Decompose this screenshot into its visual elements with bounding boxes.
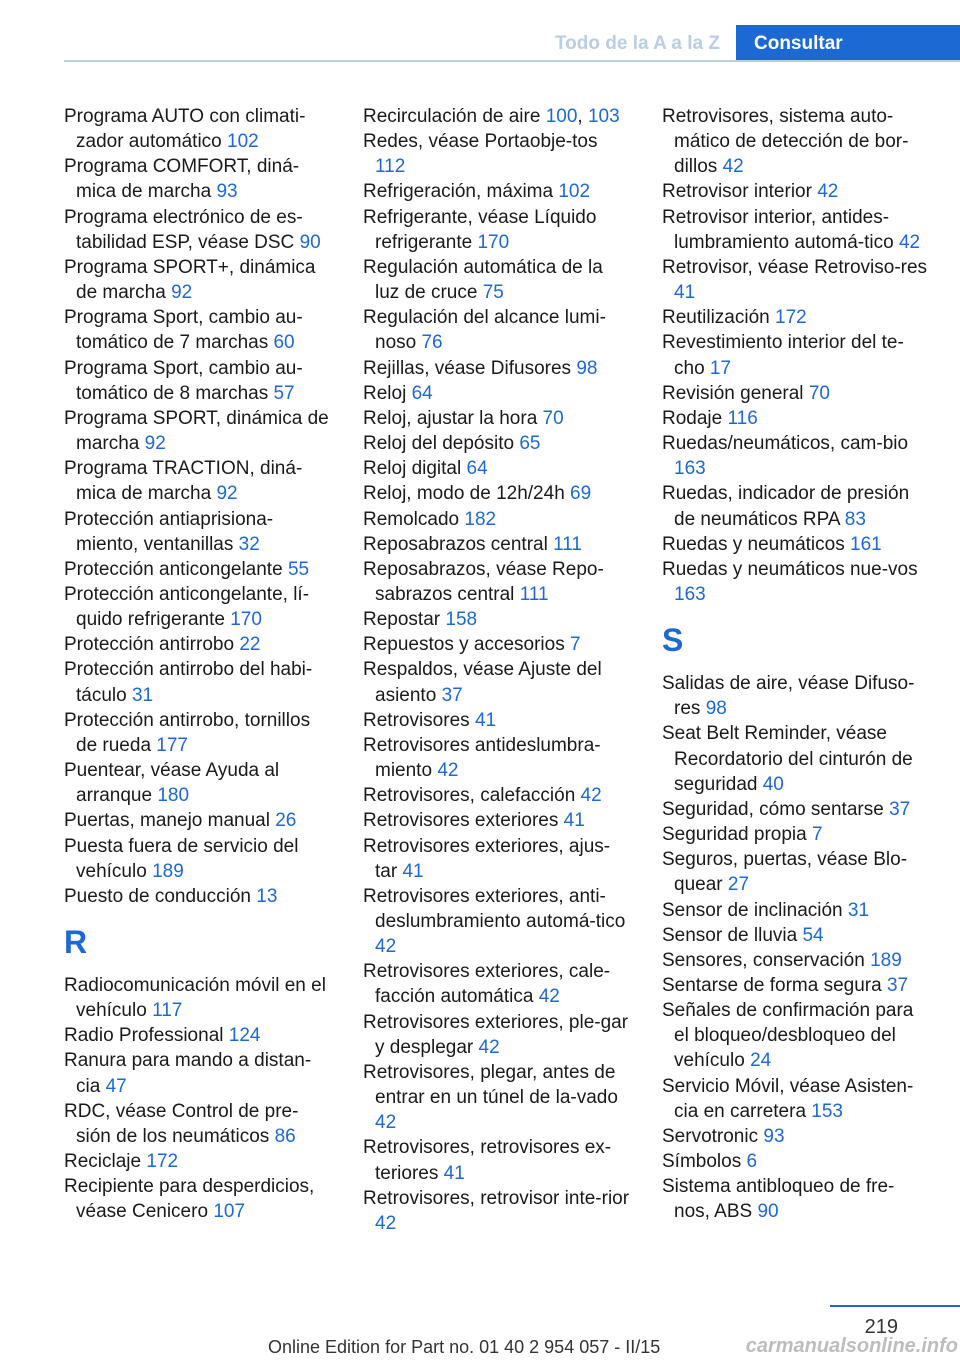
page-link[interactable]: 42: [722, 156, 744, 178]
index-entry: [662, 532, 930, 557]
page-link[interactable]: 70: [542, 407, 564, 429]
page-link[interactable]: 92: [171, 282, 193, 304]
index-entry: [64, 255, 332, 305]
index-term: Retrovisores, calefacción: [363, 785, 576, 807]
page-link[interactable]: 90: [757, 1201, 779, 1223]
index-entry: [363, 431, 631, 456]
index-entry: [363, 959, 631, 1009]
page-link[interactable]: 7: [812, 824, 823, 846]
index-term: Retrovisores exteriores, ajus‐tar: [363, 835, 611, 882]
page-link[interactable]: 93: [763, 1125, 785, 1147]
index-entry: [662, 898, 930, 923]
page-link[interactable]: 107: [213, 1201, 246, 1223]
index-term: Servicio Móvil, véase Asisten‐cia en carretera: [662, 1075, 914, 1122]
index-term: Programa SPORT+, dinámica de marcha: [64, 256, 316, 304]
index-term: Protección antirrobo: [64, 634, 235, 656]
index-column-2: [363, 104, 631, 1236]
index-entry: [363, 632, 631, 657]
page-link[interactable]: 100: [545, 106, 578, 127]
index-term: Ruedas y neumáticos nue‐vos: [662, 558, 918, 580]
index-term: Revisión general: [662, 382, 804, 404]
index-term: Ranura para mando a distan‐cia: [64, 1050, 312, 1097]
index-entry: [662, 1149, 930, 1174]
index-term: Programa Sport, cambio au‐tomático de 8 marchas: [64, 357, 303, 404]
index-entry: [363, 733, 631, 783]
page-link[interactable]: 124: [228, 1025, 261, 1047]
index-entry: [64, 1048, 332, 1098]
index-entry: [662, 330, 930, 380]
page-link[interactable]: 60: [273, 332, 295, 354]
page-link[interactable]: 41: [402, 860, 424, 882]
index-term: Refrigerante, véase Líquido refrigerante: [363, 206, 597, 253]
page-link[interactable]: 158: [445, 609, 478, 631]
index-term: Radiocomunicación móvil en el vehículo: [64, 975, 326, 1022]
page-link[interactable]: 153: [811, 1100, 843, 1122]
index-term: Programa SPORT, dinámica de marcha: [64, 407, 329, 455]
index-entry: [662, 1174, 930, 1224]
index-term: Protección antiaprisiona‐miento, ventanillas: [64, 508, 274, 555]
index-term: Símbolos: [662, 1151, 742, 1173]
index-entry: [64, 582, 332, 632]
page-link[interactable]: 90: [299, 231, 321, 253]
page-link[interactable]: 172: [775, 307, 807, 329]
index-term: Programa electrónico de es‐tabilidad ESP, véase DSC: [64, 206, 303, 253]
page-link[interactable]: 13: [256, 885, 278, 907]
page-link[interactable]: 41: [474, 709, 497, 731]
page-link[interactable]: 76: [421, 332, 443, 354]
index-column-3: [662, 104, 930, 1225]
index-entry: [64, 1149, 332, 1174]
page-link[interactable]: 42: [580, 785, 602, 807]
index-term: Protección anticongelante, lí‐quido refrigerante: [64, 583, 310, 631]
page-link[interactable]: 98: [705, 698, 727, 720]
index-term: Retrovisores, sistema auto‐mático de detección de bor‐dillos: [662, 106, 909, 178]
page-link[interactable]: 42: [437, 760, 459, 782]
index-entry: [662, 406, 930, 431]
index-entry: [363, 607, 631, 632]
index-entry: [64, 1174, 332, 1224]
index-term: Servotronic: [662, 1125, 759, 1147]
index-term: Recipiente para desperdicios, véase Cenicero: [64, 1176, 315, 1223]
index-term: Reposabrazos, véase Repo‐sabrazos central: [363, 558, 604, 605]
index-entry: [64, 104, 332, 154]
index-term: Retrovisores exteriores, cale‐facción automática: [363, 961, 611, 1008]
page-link[interactable]: 163: [674, 583, 706, 605]
page-link[interactable]: 47: [105, 1075, 127, 1097]
index-entry: [363, 884, 631, 959]
index-term: Retrovisores, plegar, antes de entrar en un túnel de la‐vado: [363, 1061, 618, 1109]
index-entry: [363, 481, 631, 506]
index-entry: [662, 822, 930, 847]
page-link[interactable]: 92: [144, 433, 166, 455]
index-term: Retrovisores antideslumbra‐miento: [363, 734, 601, 782]
index-entry: [64, 356, 332, 406]
index-entry: [363, 381, 631, 406]
index-entry: [363, 783, 631, 808]
page-link[interactable]: 86: [274, 1125, 296, 1147]
index-term: Retrovisor interior, antides‐lumbramiento automá‐tico: [662, 206, 894, 253]
index-entry: [363, 129, 631, 179]
index-entry: [662, 104, 930, 179]
index-entry: [363, 406, 631, 431]
index-term: Seat Belt Reminder, véase Recordatorio del cinturón de seguridad: [662, 723, 913, 795]
index-term: Reloj digital: [363, 458, 462, 480]
index-term: Remolcado: [363, 508, 460, 530]
index-term: Sensor de inclinación: [662, 899, 843, 921]
index-entry: [662, 1124, 930, 1149]
index-entry: [64, 884, 332, 909]
index-entry: [64, 708, 332, 758]
page-link[interactable]: 32: [238, 533, 260, 555]
index-column-1: [64, 104, 332, 1225]
index-entry: [662, 381, 930, 406]
index-entry: [363, 1060, 631, 1135]
tab-consultar[interactable]: Consultar: [736, 25, 960, 62]
page-link[interactable]: 75: [482, 282, 504, 304]
index-term: Señales de confirmación para el bloqueo/desbloqueo del vehículo: [662, 1000, 914, 1072]
index-term: Seguridad, cómo sentarse: [662, 798, 884, 820]
index-entry: [363, 834, 631, 884]
index-term: Retrovisores: [363, 709, 470, 731]
page-header: [0, 0, 960, 62]
index-entry: [64, 632, 332, 657]
index-entry: [363, 1186, 631, 1236]
index-entry: [64, 406, 332, 456]
page-link[interactable]: 111: [553, 533, 582, 555]
index-term: Radio Professional: [64, 1025, 224, 1047]
page-link[interactable]: 64: [466, 458, 488, 480]
index-term: Retrovisor interior: [662, 181, 812, 203]
page-link[interactable]: 102: [558, 181, 591, 203]
page-link[interactable]: 182: [464, 508, 497, 530]
index-term: Puesta fuera de servicio del vehículo: [64, 835, 299, 882]
page-link[interactable]: 57: [273, 382, 295, 404]
index-entry: [64, 456, 332, 506]
index-entry: [64, 305, 332, 355]
index-entry: [363, 708, 631, 733]
index-term: Retrovisores exteriores: [363, 810, 559, 832]
index-entry: [64, 1099, 332, 1149]
index-entry: [662, 179, 930, 204]
page-link[interactable]: 112: [375, 156, 406, 178]
index-term: Sistema antibloqueo de fre‐nos, ABS: [662, 1176, 895, 1223]
page-link[interactable]: 42: [478, 1036, 500, 1058]
page-link[interactable]: 31: [131, 684, 154, 706]
index-entry: [662, 481, 930, 531]
index-term: Puentear, véase Ayuda al arranque: [64, 760, 280, 807]
index-entry: [662, 1074, 930, 1124]
index-term: Refrigeración, máxima: [363, 181, 554, 203]
index-entry: [64, 808, 332, 833]
index-term: Programa COMFORT, diná‐mica de marcha: [64, 156, 300, 203]
index-term: Protección antirrobo del habi‐táculo: [64, 659, 313, 706]
index-term: Retrovisores exteriores, ple‐gar y desplegar: [363, 1011, 629, 1058]
page-link[interactable]: 24: [750, 1050, 772, 1072]
index-term: Sentarse de forma segura: [662, 975, 882, 996]
index-entry: [662, 305, 930, 330]
index-entry: [64, 657, 332, 707]
index-term: Ruedas y neumáticos: [662, 533, 845, 555]
index-entry: [363, 456, 631, 481]
header-divider: [64, 60, 960, 62]
index-term: Reloj: [363, 382, 407, 404]
index-term: Retrovisores exteriores, anti‐deslumbramiento automá‐tico: [363, 885, 626, 932]
page-link[interactable]: 41: [674, 282, 696, 304]
index-entry: [662, 998, 930, 1073]
index-term: Protección antirrobo, tornillos de rueda: [64, 709, 311, 756]
page-link[interactable]: 189: [152, 860, 184, 882]
index-entry: [662, 973, 930, 998]
index-term: Regulación automática de la luz de cruce: [363, 256, 603, 304]
index-term: Regulación del alcance lumi‐noso: [363, 307, 606, 354]
page-link[interactable]: 55: [287, 558, 310, 580]
index-term: Reciclaje: [64, 1151, 142, 1173]
index-entry: [662, 721, 930, 796]
index-entry: [64, 758, 332, 808]
index-term: Reloj del depósito: [363, 433, 515, 455]
index-term: Ruedas, indicador de presión de neumáticos RPA: [662, 483, 910, 530]
index-term: Revestimiento interior del te‐cho: [662, 332, 904, 379]
page-link[interactable]: 92: [216, 483, 238, 505]
page-link[interactable]: 98: [576, 357, 598, 379]
page-link[interactable]: 170: [230, 609, 262, 631]
index-entry: [64, 154, 332, 204]
watermark: carmanualsonline.info: [745, 1335, 958, 1357]
page-link[interactable]: 7: [570, 634, 581, 656]
page-link[interactable]: 37: [441, 684, 463, 706]
index-term: Rodaje: [662, 407, 723, 429]
page-link[interactable]: 177: [156, 734, 188, 756]
index-term: RDC, véase Control de pre‐sión de los neumáticos: [64, 1100, 299, 1147]
index-term: Sensores, conservación: [662, 949, 865, 971]
index-entry: [363, 179, 631, 204]
page-link[interactable]: 161: [850, 533, 882, 555]
page-number: 219: [864, 1316, 898, 1338]
page-link[interactable]: 37: [889, 798, 911, 820]
page-link[interactable]: 42: [375, 936, 397, 958]
index-entry: [363, 808, 631, 833]
index-entry: [363, 557, 631, 607]
index-entry: [363, 255, 631, 305]
index-entry: [64, 557, 332, 582]
page-link[interactable]: 102: [227, 131, 259, 153]
index-term: Reposabrazos central: [363, 533, 548, 555]
index-term: Seguridad propia: [662, 824, 807, 846]
breadcrumb[interactable]: Todo de la A a la Z: [554, 33, 720, 54]
page-link[interactable]: 93: [216, 181, 238, 203]
index-term: Programa Sport, cambio au‐tomático de 7 marchas: [64, 307, 303, 354]
index-term: Retrovisores, retrovisor inte‐rior: [363, 1187, 630, 1209]
page-link[interactable]: 42: [898, 231, 921, 253]
page-link[interactable]: 170: [477, 231, 510, 253]
index-entry: [363, 305, 631, 355]
page-link[interactable]: 37: [886, 975, 909, 996]
index-term: Reutilización: [662, 307, 770, 329]
index-term: Ruedas/neumáticos, cam‐bio: [662, 433, 909, 455]
page-link[interactable]: 116: [727, 407, 758, 429]
index-term: Puesto de conducción: [64, 885, 251, 907]
page-link[interactable]: 42: [375, 1112, 397, 1134]
index-term: Redes, véase Portaobje‐tos: [363, 131, 598, 153]
edition-note: Online Edition for Part no. 01 40 2 954 057 - II/15: [268, 1337, 661, 1357]
page-link[interactable]: 172: [146, 1151, 179, 1173]
index-term: Reloj, ajustar la hora: [363, 407, 538, 429]
page-link[interactable]: 17: [709, 357, 732, 379]
page-link[interactable]: 180: [157, 785, 190, 807]
index-entry: [662, 431, 930, 481]
page-link[interactable]: 42: [817, 181, 839, 203]
index-entry: [662, 847, 930, 897]
page-link[interactable]: 163: [674, 458, 706, 480]
index-term: Programa TRACTION, diná‐mica de marcha: [64, 458, 303, 505]
page-link[interactable]: 65: [519, 433, 541, 455]
index-entry: [64, 507, 332, 557]
index-entry: [662, 948, 930, 973]
page-link[interactable]: 103: [587, 106, 620, 127]
index-term: Salidas de aire, véase Difuso‐res: [662, 673, 915, 720]
page-link[interactable]: 117: [152, 1000, 183, 1022]
index-term: Respaldos, véase Ajuste del asiento: [363, 659, 602, 706]
section-letter: R: [64, 924, 88, 960]
index-entry: [662, 923, 930, 948]
index-entry: [64, 205, 332, 255]
index-entry: [363, 532, 631, 557]
index-entry: Recirculación de aire 100, 103: [363, 106, 620, 127]
index-entry: [64, 834, 332, 884]
page-link[interactable]: 6: [746, 1151, 758, 1173]
index-term: Repostar: [363, 609, 441, 631]
index-term: Puertas, manejo manual: [64, 810, 270, 832]
page-link[interactable]: 40: [762, 773, 784, 795]
index-entry: [363, 205, 631, 255]
page-link[interactable]: 41: [563, 810, 585, 832]
page-link[interactable]: 41: [443, 1162, 465, 1184]
index-entry: [662, 671, 930, 721]
index-term: Retrovisores, retrovisores ex‐teriores: [363, 1137, 612, 1184]
page-link[interactable]: 42: [538, 986, 560, 1008]
index-term: Reloj, modo de 12h/24h: [363, 483, 565, 505]
index-entry: [662, 797, 930, 822]
index-term: Protección anticongelante: [64, 558, 283, 580]
page-link[interactable]: 26: [275, 810, 297, 832]
page-link[interactable]: 69: [570, 483, 592, 505]
page-link[interactable]: 54: [802, 924, 824, 946]
index-term: Repuestos y accesorios: [363, 634, 565, 656]
page-link[interactable]: 70: [808, 382, 830, 404]
index-entry: [363, 356, 631, 381]
page-link[interactable]: 27: [727, 874, 750, 896]
index-term: Rejillas, véase Difusores: [363, 357, 572, 379]
page-link[interactable]: 64: [411, 382, 433, 404]
index-entry: [64, 973, 332, 1023]
index-entry: [363, 507, 631, 532]
section-letter: S: [662, 622, 684, 659]
page-link[interactable]: 189: [870, 949, 902, 971]
page-link[interactable]: 22: [239, 634, 261, 656]
footer-divider: [830, 1305, 960, 1307]
page-link[interactable]: 83: [844, 508, 866, 530]
index-term: Sensor de lluvia: [662, 924, 798, 946]
index-entry: [363, 657, 631, 707]
index-term: Retrovisor, véase Retroviso‐res: [662, 256, 928, 278]
index-term: Seguros, puertas, véase Blo‐quear: [662, 849, 908, 896]
index-entry: [363, 1010, 631, 1060]
page-link[interactable]: 111: [519, 583, 549, 605]
index-entry: [662, 255, 930, 305]
index-entry: [363, 1135, 631, 1185]
index-term: Recirculación de aire: [363, 106, 541, 127]
index-entry: [662, 557, 930, 607]
page-link[interactable]: 31: [847, 899, 870, 921]
page-link[interactable]: 42: [375, 1212, 397, 1234]
index-entry: [64, 1023, 332, 1048]
index-entry: [662, 205, 930, 255]
index-term: Programa AUTO con climati‐zador automático: [64, 106, 306, 153]
